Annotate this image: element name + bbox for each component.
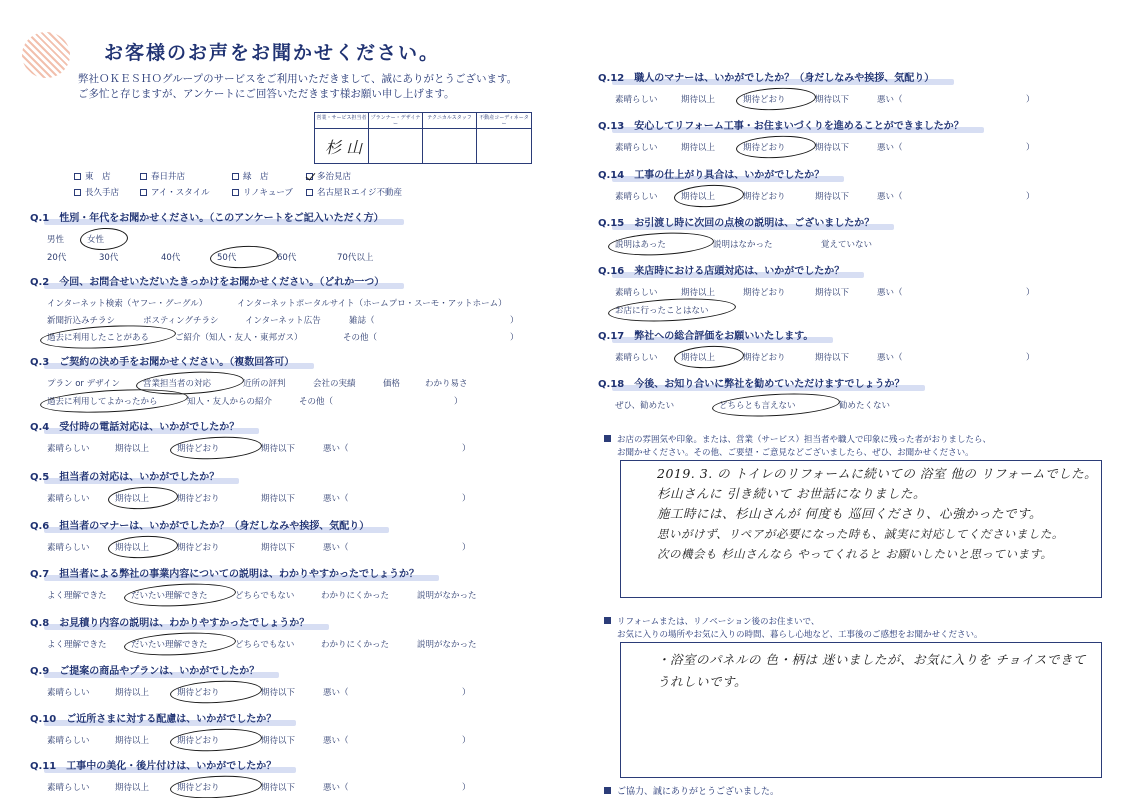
question-title: Q.10 ご近所さまに対する配慮は、いかがでしたか？	[30, 710, 288, 725]
answer-option[interactable]: 期待以下	[261, 494, 296, 504]
option-row	[30, 250, 404, 264]
answer-option[interactable]: 素晴らしい	[615, 353, 658, 363]
answer-option-selected[interactable]: 過去に利用してよかったから	[44, 394, 184, 408]
answer-option[interactable]: 素晴らしい	[47, 444, 90, 454]
question-q18	[598, 372, 917, 412]
staff-name: 杉 山	[325, 138, 363, 157]
answer-option[interactable]: 近所の評判	[243, 379, 286, 389]
question-q7	[30, 562, 494, 602]
answer-option[interactable]: わかり易さ	[425, 379, 468, 389]
answer-option[interactable]: 期待以下	[815, 192, 850, 202]
option-row	[30, 780, 482, 794]
answer-option[interactable]: 期待以下	[261, 444, 296, 454]
question-title: Q.4 受付時の電話対応は、いかがでしたか？	[30, 418, 251, 433]
question-title: Q.11 工事中の美化・後片付けは、いかがでしたか？	[30, 757, 288, 772]
answer-option[interactable]: 期待以上	[115, 688, 150, 698]
answer-option[interactable]: よく理解できた	[47, 591, 107, 601]
answer-option-selected[interactable]: 説明はあった	[612, 237, 710, 251]
paren-close: ）	[462, 444, 471, 454]
answer-option[interactable]: その他（	[299, 397, 334, 407]
staff-cell-sales	[315, 113, 369, 163]
answer-option[interactable]: プラン or デザイン	[47, 379, 121, 389]
answer-option-selected[interactable]: 期待以上	[112, 540, 174, 554]
answer-option-selected[interactable]: 期待どおり	[740, 92, 812, 106]
answer-option[interactable]: 素晴らしい	[47, 543, 90, 553]
handwritten-line: 次の機会も 杉山さんなら やってくれると お願いしたいと思っています。	[657, 547, 1053, 561]
answer-option-selected[interactable]: 期待以上	[112, 491, 174, 505]
paren-close: ）	[462, 736, 471, 746]
paren-close: ）	[462, 494, 471, 504]
paren-close: ）	[510, 316, 519, 326]
impression-comment-box[interactable]	[620, 460, 1102, 598]
paren-close: ）	[1026, 353, 1035, 363]
answer-option[interactable]: ご紹介（知人・友人・東邦ガス）	[175, 333, 303, 343]
answer-option[interactable]: 悪い（	[323, 444, 349, 454]
option-row	[30, 685, 482, 699]
checkbox[interactable]	[306, 189, 313, 196]
checkbox[interactable]	[232, 173, 239, 180]
answer-option[interactable]: 素晴らしい	[615, 95, 658, 105]
question-q14	[598, 163, 1046, 203]
square-bullet-icon	[604, 435, 611, 442]
option-row	[30, 394, 482, 408]
answer-option[interactable]: 期待以下	[261, 688, 296, 698]
store-label: 名古屋Ｒエイジ不動産	[317, 188, 403, 198]
staff-header: プランナー・デザイナー	[370, 115, 421, 127]
store-option[interactable]	[232, 186, 306, 198]
answer-option[interactable]: 新聞折込みチラシ	[47, 316, 116, 326]
option-row	[598, 237, 898, 251]
question-q5	[30, 465, 482, 505]
square-bullet-icon	[604, 787, 611, 794]
store-option[interactable]	[306, 186, 416, 198]
store-label: リノキューブ	[243, 188, 293, 198]
answer-option[interactable]: 期待以上	[115, 444, 150, 454]
question-title: Q.14 工事の仕上がり具合は、いかがでしたか？	[598, 166, 836, 181]
impression-heading	[604, 434, 991, 460]
answer-option[interactable]: インターネットポータルサイト（ホームプロ・スーモ・アットホーム）	[237, 299, 507, 309]
store-label: 春日井店	[151, 172, 186, 182]
answer-option-selected[interactable]: どちらとも言えない	[716, 398, 836, 412]
reform-comment-box[interactable]	[620, 642, 1102, 778]
answer-option-selected[interactable]: 営業担当者の対応	[140, 376, 240, 390]
store-label: 多治見店	[317, 172, 352, 182]
staff-header: 不動産コーディネーター	[477, 113, 531, 129]
option-row	[30, 313, 534, 327]
answer-option[interactable]: 勧めたくない	[839, 401, 891, 411]
question-title: Q.12 職人のマナーは、いかがでしたか？（身だしなみや挨拶、気配り）	[598, 69, 946, 84]
answer-option[interactable]: 素晴らしい	[615, 288, 658, 298]
answer-option[interactable]: 20代	[47, 253, 67, 263]
answer-option[interactable]: 悪い（	[877, 95, 903, 105]
paren-close: ）	[510, 333, 519, 343]
question-q9	[30, 659, 482, 699]
store-option[interactable]	[140, 186, 232, 198]
answer-option[interactable]: 説明がなかった	[417, 591, 477, 601]
answer-option[interactable]: 期待以上	[681, 288, 716, 298]
answer-option[interactable]: 悪い（	[323, 783, 349, 793]
paren-close: ）	[462, 783, 471, 793]
question-title: Q.6 担当者のマナーは、いかがでしたか？（身だしなみや挨拶、気配り）	[30, 517, 381, 532]
answer-option[interactable]: 悪い（	[877, 143, 903, 153]
option-row	[598, 92, 1046, 106]
store-option[interactable]	[306, 170, 416, 182]
square-bullet-icon	[604, 617, 611, 624]
staff-cell-technical	[423, 113, 477, 163]
store-label: 緑 店	[243, 172, 269, 182]
answer-option[interactable]: 期待以下	[261, 736, 296, 746]
answer-option[interactable]: 悪い（	[877, 353, 903, 363]
question-q15	[598, 211, 898, 251]
store-option[interactable]	[74, 170, 140, 182]
answer-option[interactable]: 素晴らしい	[47, 783, 90, 793]
answer-option[interactable]: 期待以下	[815, 353, 850, 363]
option-row	[30, 588, 494, 602]
question-title: Q.13 安心してリフォーム工事・お住まいづくりを進めることができましたか？	[598, 117, 976, 132]
answer-option[interactable]: 期待以下	[815, 143, 850, 153]
question-title: Q.16 来店時における店頭対応は、いかがでしたか？	[598, 262, 856, 277]
question-title: Q.1 性別・年代をお聞かせください。（このアンケートをご記入いただく方）	[30, 209, 396, 224]
paren-close: ）	[1026, 143, 1035, 153]
answer-option[interactable]: わかりにくかった	[321, 640, 390, 650]
option-row	[30, 330, 534, 344]
answer-option[interactable]: 期待以上	[115, 736, 150, 746]
option-row	[30, 491, 482, 505]
answer-option[interactable]: 悪い（	[323, 543, 349, 553]
answer-option[interactable]: 期待以上	[115, 783, 150, 793]
answer-option[interactable]: 期待どおり	[177, 543, 220, 553]
answer-option[interactable]: 覚えていない	[821, 240, 873, 250]
checkbox[interactable]	[140, 173, 147, 180]
question-title: Q.2 今回、お問合せいただいたきっかけをお聞かせください。（どれか一つ）	[30, 273, 396, 288]
answer-option[interactable]: 素晴らしい	[47, 736, 90, 746]
answer-option-selected[interactable]: 過去に利用したことがある	[44, 330, 172, 344]
option-row	[30, 441, 482, 455]
question-q3	[30, 350, 482, 408]
answer-option-selected[interactable]: だいたい理解できた	[128, 637, 232, 651]
question-q11	[30, 754, 482, 794]
checkbox[interactable]	[140, 189, 147, 196]
answer-option[interactable]: 素晴らしい	[615, 143, 658, 153]
answer-option[interactable]: どちらでもない	[235, 591, 295, 601]
paren-close: ）	[1026, 288, 1035, 298]
paren-close: ）	[1026, 192, 1035, 202]
answer-option[interactable]: 60代	[277, 253, 297, 263]
answer-option-selected[interactable]: 期待以上	[678, 189, 740, 203]
handwritten-line: 杉山さんに 引き続いて お世話になりました。	[657, 486, 926, 501]
answer-option[interactable]: 期待以下	[815, 95, 850, 105]
answer-option-selected[interactable]: お店に行ったことはない	[612, 303, 732, 317]
option-row	[598, 303, 1046, 317]
answer-option[interactable]: ぜひ、勧めたい	[615, 401, 675, 411]
answer-option[interactable]: 70代以上	[337, 253, 374, 263]
answer-option[interactable]: 知人・友人からの紹介	[187, 397, 273, 407]
reform-heading	[604, 616, 983, 642]
checkbox[interactable]	[232, 189, 239, 196]
staff-header: テクニカルスタッフ	[423, 113, 476, 129]
question-q8	[30, 611, 494, 651]
answer-option[interactable]: 悪い（	[877, 288, 903, 298]
reform-heading-line	[604, 616, 983, 629]
answer-option-selected[interactable]: だいたい理解できた	[128, 588, 232, 602]
store-option[interactable]	[74, 186, 140, 198]
question-q12	[598, 66, 1046, 106]
answer-option-selected[interactable]: 50代	[214, 250, 274, 264]
question-q13	[598, 114, 1046, 154]
seal-stamp	[22, 32, 70, 78]
answer-option[interactable]: 期待どおり	[743, 192, 786, 202]
store-option[interactable]	[232, 170, 306, 182]
answer-option[interactable]: 説明がなかった	[417, 640, 477, 650]
question-title: Q.15 お引渡し時に次回の点検の説明は、ございましたか？	[598, 214, 886, 229]
handwritten-line: 施工時には、杉山さんが 何度も 巡回くださり、心強かったです。	[657, 506, 1042, 521]
impression-heading-line	[604, 434, 991, 447]
question-q16	[598, 259, 1046, 317]
answer-option-selected[interactable]: 期待どおり	[174, 441, 258, 455]
handwritten-line: うれしいです。	[657, 674, 748, 689]
answer-option[interactable]: 悪い（	[323, 688, 349, 698]
answer-option-selected[interactable]: 期待どおり	[174, 780, 258, 794]
option-row	[30, 733, 482, 747]
question-title: Q.7 担当者による弊社の事業内容についての説明は、わかりやすかったでしょうか？	[30, 565, 431, 580]
answer-option[interactable]: 男性	[47, 235, 65, 245]
paren-close: ）	[462, 688, 471, 698]
question-title: Q.9 ご提案の商品やプランは、いかがでしたか？	[30, 662, 271, 677]
checkbox[interactable]	[74, 173, 81, 180]
intro-line: ご多忙と存じますが、アンケートにご回答いただきます様お願い申し上げます。	[78, 88, 455, 100]
impression-heading-line: お聞かせください。その他、ご要望・ご意見などございましたら、ぜひ、お聞かせください。	[617, 448, 974, 458]
reform-heading-line: お気に入りの場所やお気に入りの時間、暮らし心地など、工事後のご感想をお聞かせください。	[617, 630, 983, 640]
handwritten-line: ・浴室のパネルの 色・柄は 迷いましたが、お気に入りを チョイスできて	[657, 652, 1086, 667]
answer-option[interactable]: 30代	[99, 253, 119, 263]
answer-option[interactable]: 40代	[161, 253, 181, 263]
answer-option[interactable]: わかりにくかった	[321, 591, 390, 601]
answer-option[interactable]: 悪い（	[323, 494, 349, 504]
paren-close: ）	[1026, 95, 1035, 105]
answer-option[interactable]: 説明はなかった	[713, 240, 773, 250]
store-label: 東 店	[85, 172, 111, 182]
answer-option-selected[interactable]: 期待どおり	[740, 140, 812, 154]
option-row	[598, 285, 1046, 299]
option-row	[598, 350, 1046, 364]
question-q10	[30, 707, 482, 747]
staff-header: 営業・サービス担当者	[315, 113, 368, 129]
reform-heading-text: リフォームまたは、リノベーション後のお住まいで、	[617, 617, 820, 627]
question-title: Q.18 今後、お知り合いに弊社を勧めていただけますでしょうか？	[598, 375, 917, 390]
answer-option[interactable]: 期待以下	[815, 288, 850, 298]
option-row	[30, 540, 482, 554]
question-q1	[30, 206, 404, 264]
store-checklist	[74, 170, 424, 198]
answer-option[interactable]: 会社の実績	[313, 379, 356, 389]
question-q6	[30, 514, 482, 554]
answer-option[interactable]: 期待以上	[681, 95, 716, 105]
answer-option[interactable]: 期待どおり	[177, 494, 220, 504]
staff-cell-realestate	[477, 113, 531, 163]
answer-option[interactable]: 期待以下	[261, 543, 296, 553]
intro-text	[78, 72, 517, 102]
question-title: Q.8 お見積り内容の説明は、わかりやすかったでしょうか？	[30, 614, 321, 629]
option-row	[598, 398, 917, 412]
answer-option[interactable]: 期待以上	[681, 143, 716, 153]
answer-option[interactable]: どちらでもない	[235, 640, 295, 650]
question-q4	[30, 415, 482, 455]
staff-table	[314, 112, 532, 164]
checkbox[interactable]	[74, 189, 81, 196]
answer-option[interactable]: 価格	[383, 379, 401, 389]
option-row	[598, 189, 1046, 203]
answer-option[interactable]: 期待どおり	[743, 353, 786, 363]
option-row	[30, 296, 534, 310]
handwritten-line: 2019. 3. の トイレのリフォームに続いての 浴室 他の リフォームでした。	[657, 466, 1098, 481]
question-title: Q.3 ご契約の決め手をお聞かせください。（複数回答可）	[30, 353, 306, 368]
answer-option[interactable]: ポスティングチラシ	[143, 316, 219, 326]
option-row	[598, 140, 1046, 154]
staff-cell-planner	[369, 113, 423, 163]
question-q2	[30, 270, 534, 344]
option-row	[30, 376, 482, 390]
question-title: Q.17 弊社への総合評価をお願いいたします。	[598, 327, 825, 342]
answer-option[interactable]: 悪い（	[877, 192, 903, 202]
answer-option[interactable]: 素晴らしい	[47, 494, 90, 504]
store-option[interactable]	[140, 170, 232, 182]
handwritten-line: 思いがけず、リペアが必要になった時も、誠実に対応してくださいました。	[657, 527, 1064, 541]
answer-option[interactable]: 素晴らしい	[615, 192, 658, 202]
answer-option[interactable]: 期待以下	[261, 783, 296, 793]
store-label: 長久手店	[85, 188, 120, 198]
paren-close: ）	[462, 543, 471, 553]
answer-option-selected[interactable]: 女性	[84, 232, 124, 246]
answer-option[interactable]: 期待どおり	[743, 288, 786, 298]
impression-heading-text: お店の雰囲気や印象。または、営業（サービス）担当者や職人で印象に残った者がおりましたら、	[617, 435, 992, 445]
answer-option[interactable]: インターネット検索（ヤフー・グーグル）	[47, 299, 208, 309]
question-q17	[598, 324, 1046, 364]
answer-option[interactable]: その他（	[343, 333, 378, 343]
option-row	[30, 232, 404, 246]
store-label: アイ・スタイル	[151, 188, 210, 198]
answer-option[interactable]: 雑誌（	[349, 316, 375, 326]
answer-option[interactable]: 悪い（	[323, 736, 349, 746]
answer-option-selected[interactable]: 期待以上	[678, 350, 740, 364]
answer-option-selected[interactable]: 期待どおり	[174, 733, 258, 747]
answer-option[interactable]: インターネット広告	[245, 316, 321, 326]
page-title: お客様のお声をお聞かせください。	[104, 42, 441, 64]
footer-thanks	[604, 784, 779, 797]
question-title: Q.5 担当者の対応は、いかがでしたか？	[30, 468, 231, 483]
intro-line: 弊社ＯＫＥＳＨＯグループのサービスをご利用いただきまして、誠にありがとうございます。	[78, 73, 518, 85]
footer-text: ご協力、誠にありがとうございました。	[617, 787, 780, 797]
answer-option[interactable]: よく理解できた	[47, 640, 107, 650]
answer-option[interactable]: 素晴らしい	[47, 688, 90, 698]
option-row	[30, 637, 494, 651]
answer-option-selected[interactable]: 期待どおり	[174, 685, 258, 699]
paren-close: ）	[454, 397, 463, 407]
checkbox-checked[interactable]	[306, 173, 313, 180]
